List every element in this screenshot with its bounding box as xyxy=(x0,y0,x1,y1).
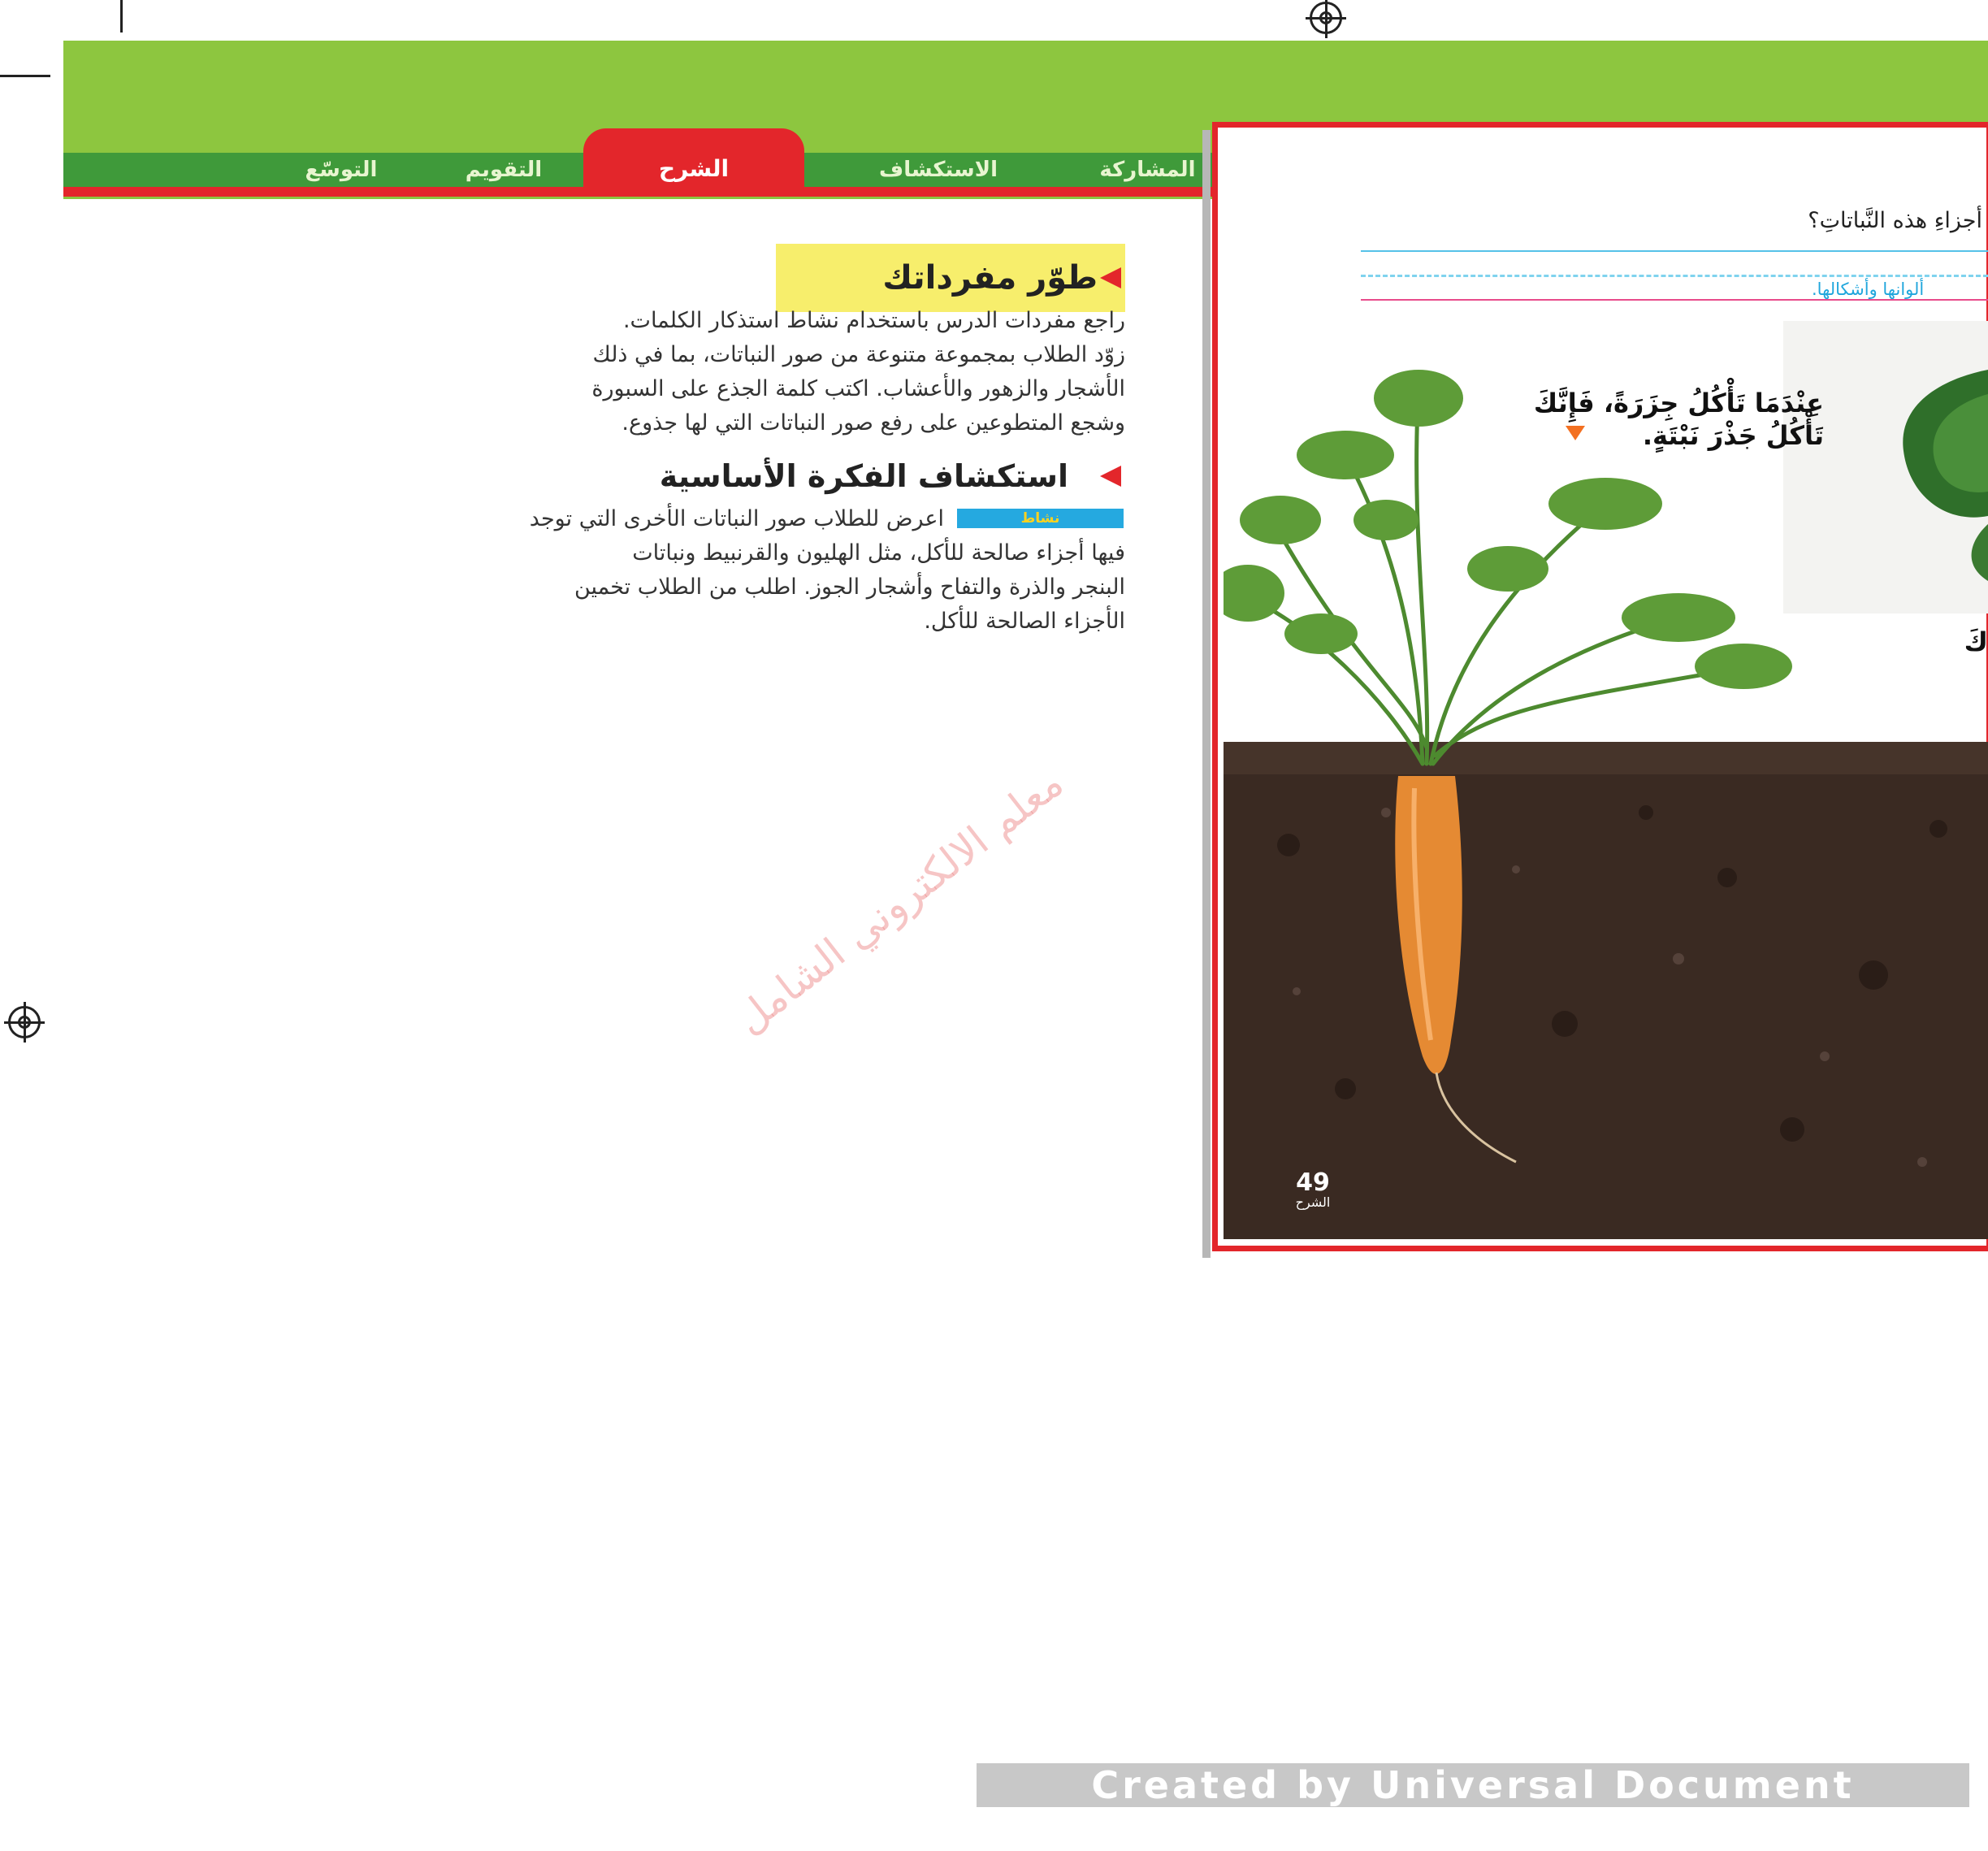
converter-footer-banner: Created by Universal Document Converter xyxy=(977,1763,1969,1807)
tab-extend[interactable]: التوسّع xyxy=(305,158,378,182)
vocab-heading: طوّر مفرداتك xyxy=(776,244,1125,312)
explore-line: فيها أجزاء صالحة للأكل، مثل الهليون والقرنبيط ونباتات xyxy=(632,540,1125,566)
activity-badge: نشاط xyxy=(957,509,1124,528)
book-page-shadow xyxy=(1202,130,1211,1258)
crop-mark-horizontal xyxy=(0,75,50,77)
vocab-line: زوّد الطلاب بمجموعة متنوعة من صور النباتات، بما في ذلك xyxy=(592,342,1125,367)
vocab-line: راجع مفردات الدرس باستخدام نشاط استذكار الكلمات. xyxy=(622,308,1125,333)
vocab-paragraph xyxy=(244,304,1125,440)
caption-line-1: عِنْدَمَا تَأْكُلُ جِزَرَةً، فَإِنَّكَ xyxy=(1533,388,1824,418)
tab-explain[interactable]: الشرح xyxy=(583,128,804,197)
registration-mark-top-icon xyxy=(1310,2,1342,34)
vocab-line: وشجع المتطوعين على رفع صور النباتات التي لها جذوع. xyxy=(622,410,1125,436)
answer-dashed-line xyxy=(1361,275,1988,277)
book-edge-text: كَ xyxy=(1964,626,1988,657)
registration-mark-left-icon xyxy=(8,1006,41,1038)
explore-line: البنجر والذرة والتفاح وأشجار الجوز. اطلب من الطلاب تخمين xyxy=(574,574,1125,600)
tab-explore[interactable]: الاستكشاف xyxy=(879,158,998,182)
answer-top-line xyxy=(1361,250,1988,252)
answer-bottom-line xyxy=(1361,299,1988,301)
explore-paragraph xyxy=(244,536,1125,639)
explore-line-first: اعرض للطلاب صور النباتات الأخرى التي توجد xyxy=(529,506,944,531)
explore-heading: استكشاف الفكرة الأساسية xyxy=(659,458,1068,494)
vocab-line: الأشجار والزهور والأعشاب. اكتب كلمة الجذع على السبورة xyxy=(591,376,1125,401)
book-page-label: الشرح xyxy=(1295,1194,1331,1210)
explore-arrow-icon xyxy=(1100,466,1121,487)
book-answer: ألوانها وأشكالها. xyxy=(1812,280,1925,299)
explore-line: الأجزاء الصالحة للأكل. xyxy=(924,609,1125,634)
tab-evaluate[interactable]: التقويم xyxy=(465,158,543,182)
book-page-number: 49 xyxy=(1296,1168,1330,1197)
caption-line-2: تَأْكُلُ جَذْرَ نَبْتَةٍ. xyxy=(1642,420,1824,451)
tab-engage[interactable]: المشاركة xyxy=(1099,158,1196,182)
carrot-photo xyxy=(1224,358,1988,1239)
watermark-text: معلم الالكتروني الشامل xyxy=(726,759,1072,1043)
vocab-arrow-icon xyxy=(1100,267,1121,288)
crop-mark-vertical xyxy=(120,0,123,33)
book-question: أجزاءِ هذه النَّباتاتِ؟ xyxy=(1808,208,1982,233)
